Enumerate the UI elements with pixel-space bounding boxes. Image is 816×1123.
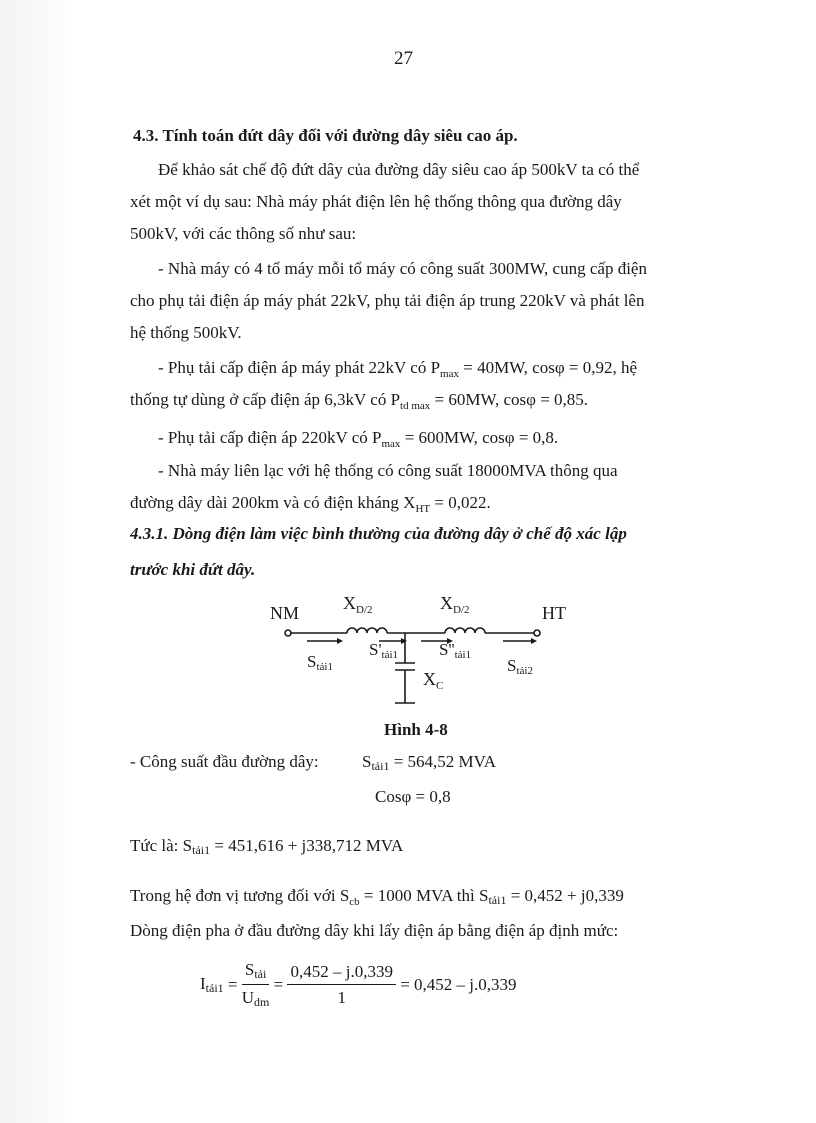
subscript: HT [415, 503, 431, 515]
subscript: tải1 [488, 893, 507, 907]
symbol: S [362, 752, 372, 771]
numerator: 0,452 – j.0,339 [287, 962, 395, 985]
symbol: I [200, 974, 206, 993]
node-ht-label: HT [542, 603, 566, 623]
power-label: - Công suất đầu đường dây: [130, 752, 319, 771]
paragraph-line: 500kV, với các thông số như sau: [130, 224, 357, 243]
terminal-right [534, 630, 540, 636]
value: = 451,616 + j338,712 MVA [214, 836, 404, 855]
paragraph-line: xét một ví dụ sau: Nhà máy phát điện lên hệ thống thông qua đường dây [130, 192, 622, 211]
tuc-la-line [130, 836, 403, 858]
symbol: S [182, 836, 193, 855]
text: = 40MW, cosφ = 0,92, hệ [463, 358, 638, 377]
result: = 0,452 – j.0,339 [400, 975, 517, 994]
equals: = [227, 975, 238, 994]
subsection-title: trước khi đứt dây. [130, 560, 256, 579]
text: - Phụ tải cấp điện áp máy phát 22kV có P [158, 358, 441, 377]
inductor-left [347, 628, 387, 633]
figure-caption: Hình 4-8 [384, 720, 448, 739]
value: = 0,452 + j0,339 [510, 886, 624, 905]
arrowhead [531, 638, 537, 644]
bullet-line: cho phụ tải điện áp máy phát 22kV, phụ tải điện áp trung 220kV và phát lên [130, 291, 645, 310]
s-double-prime-tai1-label: S''tải1 [439, 640, 472, 661]
text: - Phụ tải cấp điện áp 220kV có P [158, 428, 382, 447]
subscript: tải1 [205, 981, 224, 995]
subscript: td max [400, 400, 431, 412]
bullet-line [130, 384, 588, 422]
s-tai2-label: Stải2 [507, 656, 533, 677]
fraction [287, 962, 395, 1008]
bullet-line: - Nhà máy liên lạc với hệ thống có công suất 18000MVA thông qua [158, 461, 618, 480]
s-tai1-label: Stải1 [307, 652, 333, 673]
text: = 600MW, cosφ = 0,8. [404, 428, 559, 447]
terminal-left [285, 630, 291, 636]
text: thống tự dùng ở cấp điện áp 6,3kV có P [130, 390, 401, 409]
symbol: U [241, 988, 255, 1007]
subscript: max [381, 438, 401, 450]
cos-equation: Cosφ = 0,8 [375, 787, 451, 806]
bullet-line [130, 487, 491, 525]
text: Tức là: [130, 836, 179, 855]
scan-shadow [0, 0, 75, 1123]
subscript: max [440, 368, 459, 380]
page-number: 27 [394, 48, 413, 69]
subscript: tải1 [192, 843, 211, 857]
power-equation [362, 752, 496, 774]
section-title: 4.3. Tính toán đứt dây đối với đường dây siêu cao áp. [133, 126, 518, 145]
subsection-title: 4.3.1. Dòng điện làm việc bình thường của đường dây ở chế độ xác lập [130, 524, 627, 543]
text: Trong hệ đơn vị tương đối với S [130, 886, 350, 905]
xc-label: $X_C$ [423, 669, 444, 692]
text: = 1000 MVA thì [363, 886, 475, 905]
s-prime-tai1-label: S'tải1 [369, 640, 399, 661]
text: đường dây dài 200km và có điện kháng X [130, 493, 416, 512]
value: = 564,52 MVA [393, 752, 497, 771]
text: = 60MW, cosφ = 0,85. [434, 390, 589, 409]
denominator: 1 [337, 988, 346, 1007]
arrowhead [337, 638, 343, 644]
arrowhead [401, 638, 407, 644]
subscript: tải1 [371, 759, 390, 773]
subscript: tải [254, 967, 267, 981]
symbol: S [244, 960, 255, 979]
x-left-label: $X_{D/2}$ [343, 593, 373, 616]
symbol: S [479, 886, 489, 905]
text: = 0,022. [434, 493, 491, 512]
current-equation [200, 960, 517, 1010]
inductor-right [445, 628, 485, 633]
subscript: cb [349, 896, 360, 908]
bullet-line: hệ thống 500kV. [130, 323, 242, 342]
equals: = [273, 975, 284, 994]
node-nm-label: NM [270, 603, 300, 623]
subscript: dm [254, 995, 270, 1009]
circuit-diagram [255, 585, 585, 715]
fraction [242, 960, 270, 1010]
x-right-label: $X_{D/2}$ [440, 593, 470, 616]
per-unit-line [130, 886, 624, 908]
current-text: Dòng điện pha ở đầu đường dây khi lấy điện áp bằng điện áp định mức: [130, 921, 619, 940]
bullet-line: - Nhà máy có 4 tổ máy mỗi tổ máy có công suất 300MW, cung cấp điện [158, 259, 647, 278]
paragraph-line: Để khảo sát chế độ đứt dây của đường dây siêu cao áp 500kV ta có thể [158, 160, 640, 179]
